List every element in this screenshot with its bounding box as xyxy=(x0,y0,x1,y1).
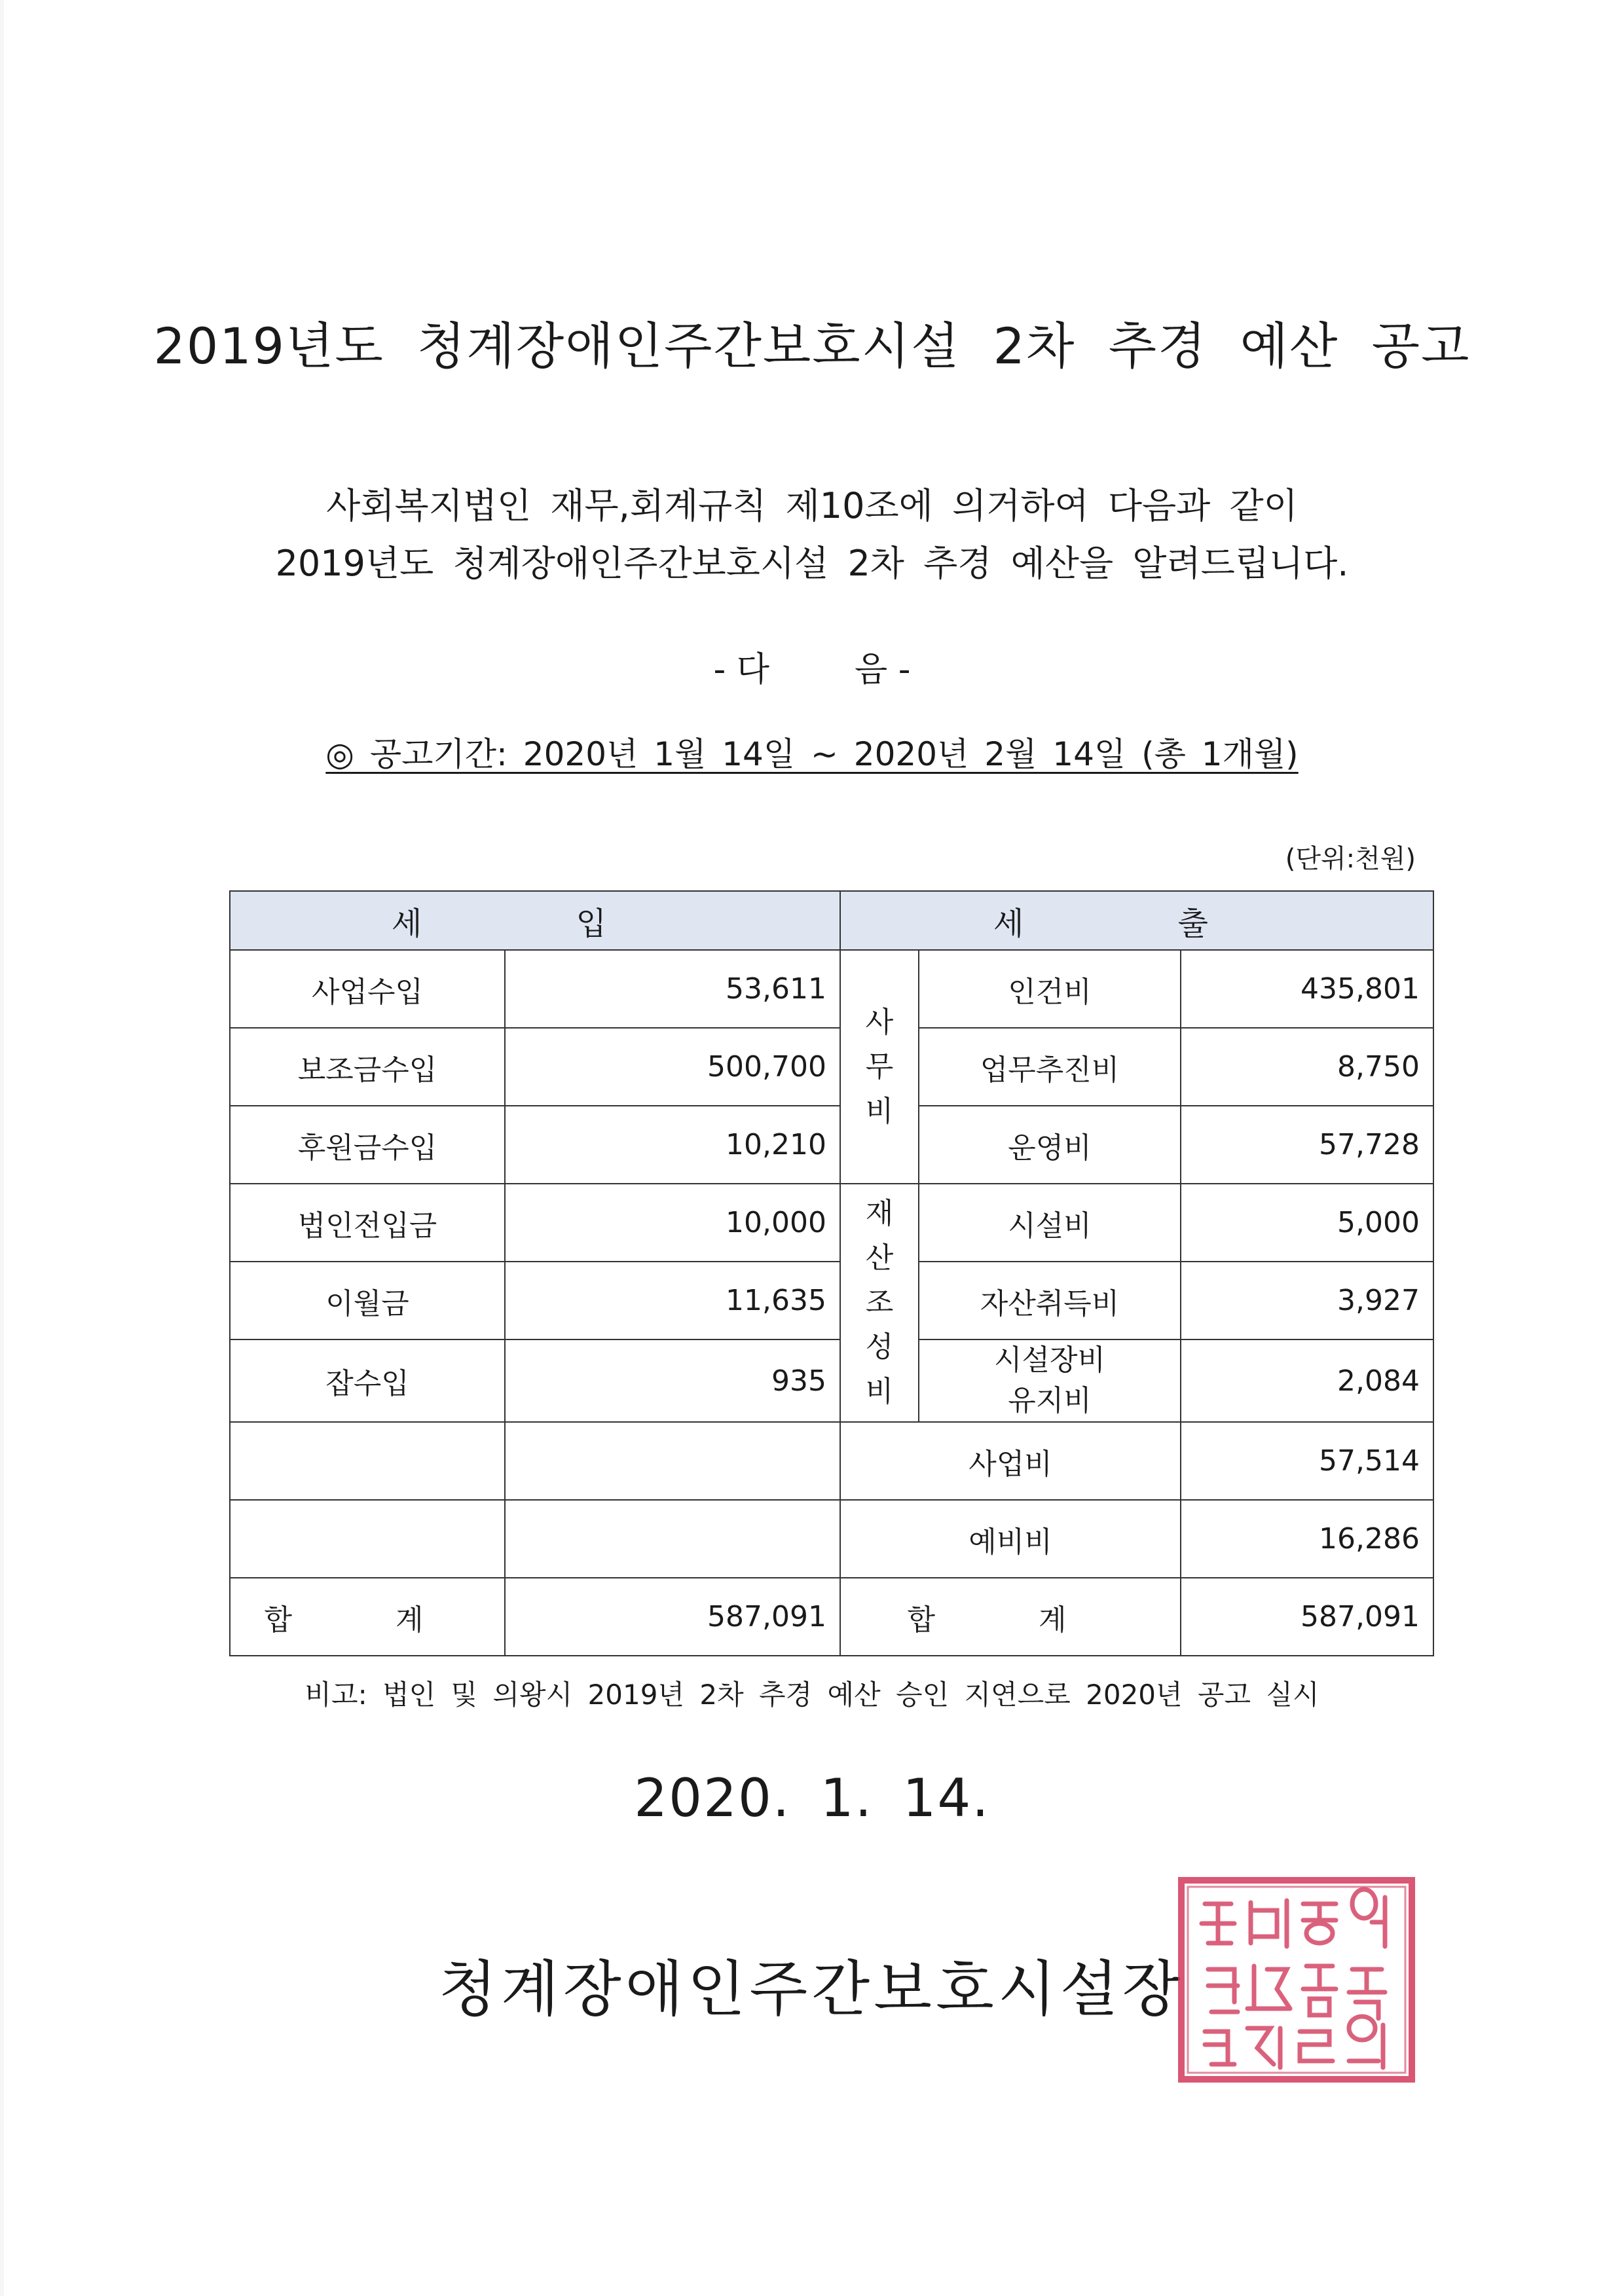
budget-table xyxy=(229,890,1434,1656)
expense-total-value: 587,091 xyxy=(1181,1578,1433,1656)
revenue-label: 보조금수입 xyxy=(230,1028,505,1106)
expense-label-line-2: 유지비 xyxy=(1008,1384,1092,1417)
expense-value: 8,750 xyxy=(1181,1028,1433,1106)
revenue-value: 935 xyxy=(505,1339,840,1422)
expense-header: 세 출 xyxy=(840,891,1433,950)
table-row xyxy=(230,1184,1433,1262)
expense-value: 16,286 xyxy=(1181,1500,1433,1578)
table-row xyxy=(230,950,1433,1028)
table-row xyxy=(230,1422,1433,1500)
expense-total-label: 합 계 xyxy=(840,1578,1181,1656)
revenue-label: 법인전입금 xyxy=(230,1184,505,1262)
organization-name: 청계장애인주간보호시설장 xyxy=(439,1954,1185,2024)
revenue-total-label: 합 계 xyxy=(230,1578,505,1656)
table-row xyxy=(230,1339,1433,1422)
revenue-header: 세 입 xyxy=(230,891,840,950)
revenue-value: 11,635 xyxy=(505,1262,840,1339)
intro-line-2: 2019년도 청계장애인주간보호시설 2차 추경 예산을 알려드립니다. xyxy=(275,543,1349,584)
revenue-value: 10,000 xyxy=(505,1184,840,1262)
revenue-label: 후원금수입 xyxy=(230,1106,505,1184)
expense-label: 업무추진비 xyxy=(919,1028,1181,1106)
revenue-value: 500,700 xyxy=(505,1028,840,1106)
expense-value: 435,801 xyxy=(1181,950,1433,1028)
expense-label: 사업비 xyxy=(840,1422,1181,1500)
revenue-label: 사업수입 xyxy=(230,950,505,1028)
notice-date: 2020. 1. 14. xyxy=(634,1768,990,1829)
section-divider xyxy=(0,642,1624,691)
expense-label: 자산취득비 xyxy=(919,1262,1181,1339)
expense-label: 시설비 xyxy=(919,1184,1181,1262)
table-row xyxy=(230,1106,1433,1184)
expense-value: 5,000 xyxy=(1181,1184,1433,1262)
page-title: 2019년도 청계장애인주간보호시설 2차 추경 예산 공고 xyxy=(153,317,1471,375)
official-seal-stamp xyxy=(1172,1871,1421,2088)
total-row xyxy=(230,1578,1433,1656)
intro-line-1: 사회복지법인 재무,회계규칙 제10조에 의거하여 다음과 같이 xyxy=(326,485,1298,526)
table-row xyxy=(230,1500,1433,1578)
revenue-label: 잡수입 xyxy=(230,1339,505,1422)
expense-value: 57,514 xyxy=(1181,1422,1433,1500)
expense-group-asset: 재 산 조 성 비 xyxy=(840,1184,919,1422)
expense-label: 운영비 xyxy=(919,1106,1181,1184)
empty-cell xyxy=(505,1500,840,1578)
empty-cell xyxy=(230,1500,505,1578)
empty-cell xyxy=(230,1422,505,1500)
expense-value: 2,084 xyxy=(1181,1339,1433,1422)
expense-group-office: 사 무 비 xyxy=(840,950,919,1184)
unit-label: (단위:천원) xyxy=(1285,844,1416,874)
revenue-total-value: 587,091 xyxy=(505,1578,840,1656)
expense-label-line-1: 시설장비 xyxy=(993,1343,1105,1377)
table-row xyxy=(230,1028,1433,1106)
notice-period xyxy=(0,728,1624,775)
table-row xyxy=(230,1262,1433,1339)
divider-left: - 다 xyxy=(713,650,769,689)
expense-value: 3,927 xyxy=(1181,1262,1433,1339)
expense-label xyxy=(919,1339,1181,1422)
expense-value: 57,728 xyxy=(1181,1106,1433,1184)
notice-period-text: ◎ 공고기간: 2020년 1월 14일 ~ 2020년 2월 14일 (총 1개월) xyxy=(325,735,1299,773)
remark-note: 비고: 법인 및 의왕시 2019년 2차 추경 예산 승인 지연으로 2020년 공고 실시 xyxy=(304,1679,1320,1711)
expense-label: 인건비 xyxy=(919,950,1181,1028)
divider-right: 음 - xyxy=(855,650,911,689)
table-header-row xyxy=(230,891,1433,950)
revenue-label: 이월금 xyxy=(230,1262,505,1339)
empty-cell xyxy=(505,1422,840,1500)
expense-label: 예비비 xyxy=(840,1500,1181,1578)
revenue-value: 53,611 xyxy=(505,950,840,1028)
revenue-value: 10,210 xyxy=(505,1106,840,1184)
